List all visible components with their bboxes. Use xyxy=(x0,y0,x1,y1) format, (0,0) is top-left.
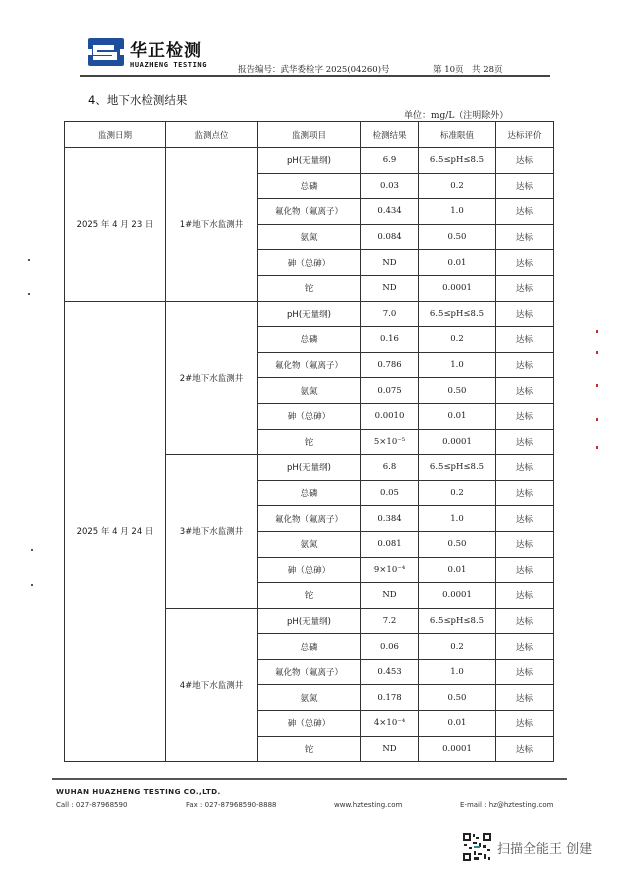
site-cell: 3#地下水监测井 xyxy=(166,455,258,609)
footer-email: E-mail : hz@hztesting.com xyxy=(460,801,554,809)
item-cell: 砷（总砷） xyxy=(258,711,361,737)
logo-text-en: HUAZHENG TESTING xyxy=(130,61,208,69)
footer-company-name: WUHAN HUAZHENG TESTING CO.,LTD. xyxy=(56,787,221,796)
evaluation-cell: 达标 xyxy=(496,199,554,225)
header-divider xyxy=(80,75,550,77)
result-cell: ND xyxy=(361,736,419,762)
table-row xyxy=(65,301,554,327)
limit-cell: 0.2 xyxy=(419,480,496,506)
limit-cell: 1.0 xyxy=(419,506,496,532)
column-header-evaluation: 达标评价 xyxy=(496,122,554,148)
item-cell: 总磷 xyxy=(258,480,361,506)
limit-cell: 0.0001 xyxy=(419,429,496,455)
qr-code-icon xyxy=(462,832,492,862)
limit-cell: 1.0 xyxy=(419,352,496,378)
logo-text-cn: 华正检测 xyxy=(130,41,202,61)
item-cell: 氟化物（氟离子） xyxy=(258,352,361,378)
item-cell: 氟化物（氟离子） xyxy=(258,506,361,532)
date-cell: 2025 年 4 月 23 日 xyxy=(65,148,166,302)
evaluation-cell: 达标 xyxy=(496,327,554,353)
scan-artifact xyxy=(596,351,598,354)
evaluation-cell: 达标 xyxy=(496,480,554,506)
date-cell: 2025 年 4 月 24 日 xyxy=(65,301,166,762)
item-cell: 总磷 xyxy=(258,327,361,353)
evaluation-cell: 达标 xyxy=(496,531,554,557)
scan-artifact xyxy=(28,293,30,295)
result-cell: ND xyxy=(361,583,419,609)
item-cell: pH(无量纲) xyxy=(258,148,361,174)
result-cell: 0.16 xyxy=(361,327,419,353)
scan-artifact xyxy=(596,384,598,387)
item-cell: 氨氮 xyxy=(258,531,361,557)
scan-artifact xyxy=(31,549,33,551)
evaluation-cell: 达标 xyxy=(496,685,554,711)
item-cell: pH(无量纲) xyxy=(258,608,361,634)
limit-cell: 0.50 xyxy=(419,685,496,711)
item-cell: 铊 xyxy=(258,736,361,762)
table-header-row xyxy=(65,122,554,148)
item-cell: 氟化物（氟离子） xyxy=(258,659,361,685)
evaluation-cell: 达标 xyxy=(496,224,554,250)
limit-cell: 6.5≤pH≤8.5 xyxy=(419,455,496,481)
item-cell: 砷（总砷） xyxy=(258,250,361,276)
limit-cell: 6.5≤pH≤8.5 xyxy=(419,148,496,174)
evaluation-cell: 达标 xyxy=(496,557,554,583)
limit-cell: 0.2 xyxy=(419,327,496,353)
item-cell: 总磷 xyxy=(258,634,361,660)
company-logo-icon xyxy=(88,38,124,66)
evaluation-cell: 达标 xyxy=(496,403,554,429)
result-cell: 0.03 xyxy=(361,173,419,199)
evaluation-cell: 达标 xyxy=(496,352,554,378)
evaluation-cell: 达标 xyxy=(496,608,554,634)
result-cell: 9×10⁻⁴ xyxy=(361,557,419,583)
site-cell: 4#地下水监测井 xyxy=(166,608,258,762)
item-cell: 氨氮 xyxy=(258,378,361,404)
limit-cell: 0.01 xyxy=(419,557,496,583)
item-cell: 氨氮 xyxy=(258,224,361,250)
scan-artifact xyxy=(596,446,598,449)
result-cell: 5×10⁻⁵ xyxy=(361,429,419,455)
section-title: 4、地下水检测结果 xyxy=(88,93,188,107)
evaluation-cell: 达标 xyxy=(496,148,554,174)
result-cell: 0.075 xyxy=(361,378,419,404)
limit-cell: 0.01 xyxy=(419,711,496,737)
footer-fax: Fax : 027-87968590-8888 xyxy=(186,801,277,809)
result-cell: 7.0 xyxy=(361,301,419,327)
limit-cell: 0.01 xyxy=(419,403,496,429)
result-cell: 0.178 xyxy=(361,685,419,711)
result-cell: 4×10⁻⁴ xyxy=(361,711,419,737)
unit-note: 单位：mg/L（注明除外） xyxy=(404,111,509,121)
column-header-item: 监测项目 xyxy=(258,122,361,148)
result-cell: 0.084 xyxy=(361,224,419,250)
groundwater-results-table xyxy=(64,121,554,762)
limit-cell: 0.50 xyxy=(419,224,496,250)
evaluation-cell: 达标 xyxy=(496,429,554,455)
item-cell: 铊 xyxy=(258,275,361,301)
limit-cell: 6.5≤pH≤8.5 xyxy=(419,608,496,634)
site-cell: 1#地下水监测井 xyxy=(166,148,258,302)
result-cell: 6.9 xyxy=(361,148,419,174)
site-cell: 2#地下水监测井 xyxy=(166,301,258,455)
limit-cell: 0.2 xyxy=(419,173,496,199)
evaluation-cell: 达标 xyxy=(496,455,554,481)
result-cell: 0.434 xyxy=(361,199,419,225)
result-cell: ND xyxy=(361,250,419,276)
evaluation-cell: 达标 xyxy=(496,711,554,737)
evaluation-cell: 达标 xyxy=(496,378,554,404)
item-cell: 铊 xyxy=(258,429,361,455)
report-number: 报告编号：武华委检字 2025(04260)号 xyxy=(238,65,390,75)
evaluation-cell: 达标 xyxy=(496,736,554,762)
result-cell: 0.384 xyxy=(361,506,419,532)
result-cell: 6.8 xyxy=(361,455,419,481)
limit-cell: 0.0001 xyxy=(419,275,496,301)
item-cell: 砷（总砷） xyxy=(258,403,361,429)
item-cell: 铊 xyxy=(258,583,361,609)
scan-artifact xyxy=(31,584,33,586)
evaluation-cell: 达标 xyxy=(496,173,554,199)
evaluation-cell: 达标 xyxy=(496,634,554,660)
column-header-site: 监测点位 xyxy=(166,122,258,148)
result-cell: 0.05 xyxy=(361,480,419,506)
column-header-result: 检测结果 xyxy=(361,122,419,148)
item-cell: 砷（总砷） xyxy=(258,557,361,583)
evaluation-cell: 达标 xyxy=(496,250,554,276)
item-cell: pH(无量纲) xyxy=(258,455,361,481)
limit-cell: 1.0 xyxy=(419,659,496,685)
limit-cell: 0.2 xyxy=(419,634,496,660)
evaluation-cell: 达标 xyxy=(496,301,554,327)
item-cell: pH(无量纲) xyxy=(258,301,361,327)
item-cell: 氨氮 xyxy=(258,685,361,711)
item-cell: 氟化物（氟离子） xyxy=(258,199,361,225)
watermark-text: 扫描全能王 创建 xyxy=(497,842,593,857)
table-row xyxy=(65,148,554,174)
footer-website: www.hztesting.com xyxy=(334,801,403,809)
scan-artifact xyxy=(596,330,598,333)
limit-cell: 0.50 xyxy=(419,378,496,404)
result-cell: 0.081 xyxy=(361,531,419,557)
result-cell: 0.786 xyxy=(361,352,419,378)
result-cell: 7.2 xyxy=(361,608,419,634)
result-cell: 0.453 xyxy=(361,659,419,685)
limit-cell: 0.50 xyxy=(419,531,496,557)
result-cell: 0.0010 xyxy=(361,403,419,429)
evaluation-cell: 达标 xyxy=(496,583,554,609)
column-header-date: 监测日期 xyxy=(65,122,166,148)
limit-cell: 0.0001 xyxy=(419,583,496,609)
result-cell: 0.06 xyxy=(361,634,419,660)
evaluation-cell: 达标 xyxy=(496,506,554,532)
scan-artifact xyxy=(596,418,598,421)
evaluation-cell: 达标 xyxy=(496,659,554,685)
item-cell: 总磷 xyxy=(258,173,361,199)
scan-artifact xyxy=(28,259,30,261)
column-header-limit: 标准限值 xyxy=(419,122,496,148)
page-number: 第 10页 共 28页 xyxy=(433,65,503,75)
limit-cell: 0.01 xyxy=(419,250,496,276)
limit-cell: 6.5≤pH≤8.5 xyxy=(419,301,496,327)
footer-phone: Call : 027-87968590 xyxy=(56,801,128,809)
limit-cell: 0.0001 xyxy=(419,736,496,762)
evaluation-cell: 达标 xyxy=(496,275,554,301)
limit-cell: 1.0 xyxy=(419,199,496,225)
result-cell: ND xyxy=(361,275,419,301)
footer-divider xyxy=(52,778,567,780)
